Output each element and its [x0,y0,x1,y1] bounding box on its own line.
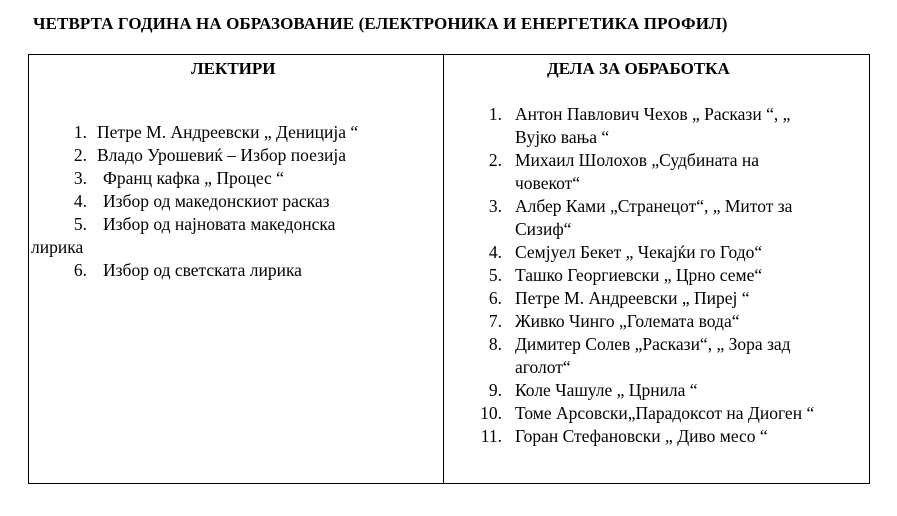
item-text: Франц кафка „ Процес “ [103,168,284,188]
item-number: 3. [73,168,87,188]
column-header-lektiri: ЛЕКТИРИ [191,59,276,78]
item-number: 2. [73,145,87,165]
item-line: човекот“ [515,173,581,193]
item-text: Владо Урошевиќ – Избор поезија [97,145,346,165]
list-item [474,402,869,425]
item-number: 9. [488,380,502,400]
list-item [31,259,439,282]
list-item [474,379,869,402]
item-text [474,103,869,149]
item-text: Томе Арсовски„Парадоксот на Диоген “ [515,403,815,423]
list-item [474,425,869,448]
item-line: Антон Павлович Чехов „ Раскази “, „ [515,104,791,124]
list-item [31,121,439,144]
item-number: 5. [73,214,87,234]
item-number: 5. [488,265,502,285]
item-text [474,195,869,241]
item-text: Горан Стефановски „ Диво месо “ [515,426,768,446]
item-line: Димитер Солев „Раскази“, „ Зора зад [515,334,791,354]
item-line: Вујко вања “ [515,127,610,147]
item-number: 7. [488,311,502,331]
item-text: Коле Чашуле „ Црнила “ [515,380,698,400]
item-number: 10. [480,403,502,423]
list-item [474,287,869,310]
item-number: 4. [488,242,502,262]
dela-list [474,103,869,448]
list-item [31,190,439,213]
item-text: Живко Чинго „Големата вода“ [515,311,740,331]
list-item [31,213,439,259]
item-text: Семјуел Бекет „ Чекајќи го Годо“ [515,242,763,262]
page-title: ЧЕТВРТА ГОДИНА НА ОБРАЗОВАНИЕ (ЕЛЕКТРОНИКА И ЕНЕРГЕТИКА ПРОФИЛ) [33,14,728,33]
list-item [474,103,869,149]
item-line: Албер Ками „Странецот“, „ Митот за [515,196,793,216]
column-divider [443,55,444,483]
item-number: 3. [488,196,502,216]
item-number: 11. [480,426,502,446]
list-item [474,264,869,287]
list-item [31,144,439,167]
item-line: аголот“ [515,357,571,377]
lektiri-list [31,121,439,282]
item-text [474,333,869,379]
item-text-continuation: лирика [31,237,84,257]
item-text: Петре М. Андреевски „ Пиреј “ [515,288,750,308]
reading-list-table [28,54,870,484]
list-item [474,149,869,195]
list-item [474,195,869,241]
list-item [474,333,869,379]
item-line: Михаил Шолохов „Судбината на [515,150,760,170]
item-number: 4. [73,191,87,211]
item-text: Петре М. Андреевски „ Деницијa “ [97,122,359,142]
item-text [474,149,869,195]
list-item [31,167,439,190]
item-number: 2. [488,150,502,170]
item-number: 6. [73,260,87,280]
item-number: 6. [488,288,502,308]
item-line: Сизиф“ [515,219,572,239]
column-header-dela: ДЕЛА ЗА ОБРАБОТКА [547,59,730,78]
item-text: Ташко Георгиевски „ Црно семе“ [515,265,763,285]
item-number: 8. [488,334,502,354]
item-text: Избор од најновата македонска [103,214,336,234]
list-item [474,241,869,264]
item-text: Избор од светската лирика [103,260,302,280]
item-text: Избор од македонскиот расказ [103,191,330,211]
item-number: 1. [73,122,87,142]
item-number: 1. [488,104,502,124]
list-item [474,310,869,333]
